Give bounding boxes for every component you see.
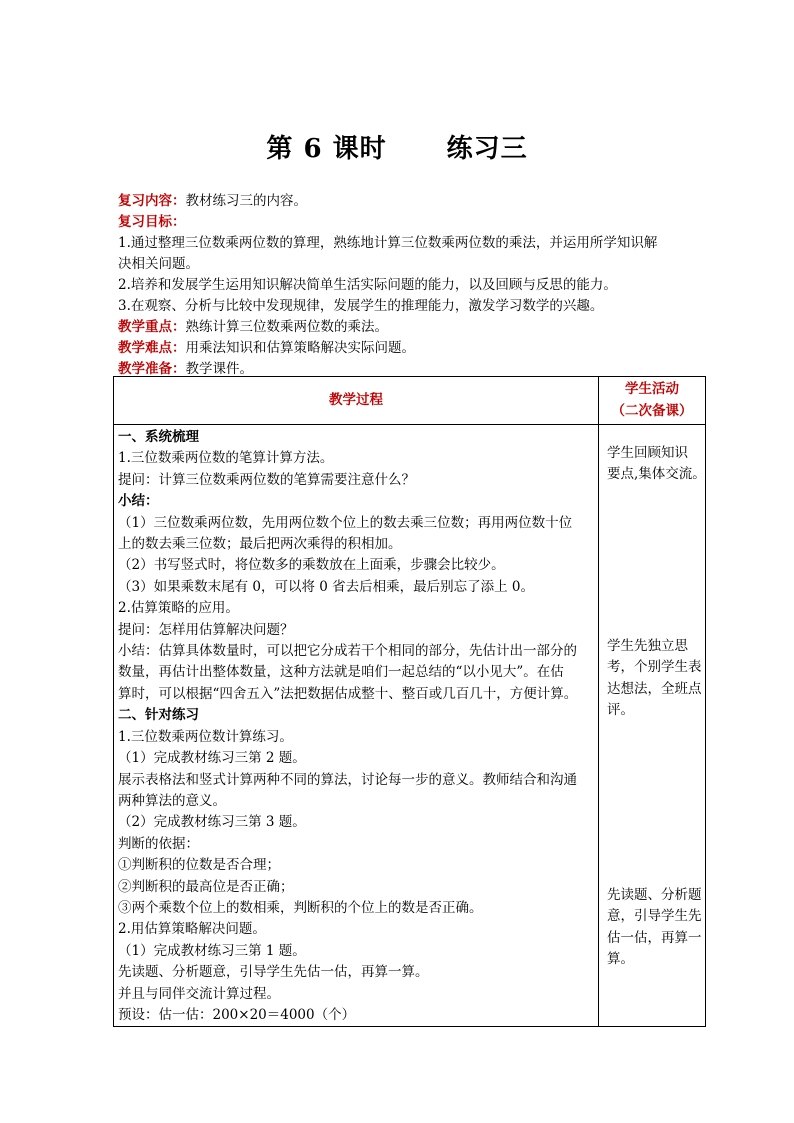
process-line: ③两个乘数个位上的数相乘，判断积的个位上的数是否正确。: [118, 899, 483, 916]
info-text: 2.培养和发展学生运用知识解决简单生活实际问题的能力，以及回顾与反思的能力。: [118, 277, 617, 293]
info-text: 决相关问题。: [118, 256, 199, 272]
info-text: 用乘法知识和估算策略解决实际问题。: [185, 340, 415, 356]
teaching-table: [113, 376, 706, 1027]
activity-header-line-2: （二次备课）: [611, 402, 693, 419]
info-text: 教学课件。: [185, 361, 253, 377]
info-line: [118, 191, 718, 212]
info-line: [118, 338, 718, 359]
process-line: 上的数去乘三位数；最后把两次乘得的积相加。: [118, 536, 402, 553]
process-line: 小结：: [118, 493, 159, 510]
info-text: 熟练计算三位数乘两位数的乘法。: [185, 319, 388, 335]
process-line: （2）书写竖式时，将位数多的乘数放在上面乘，步骤会比较少。: [118, 557, 505, 574]
process-line: 并且与同伴交流计算过程。: [118, 985, 280, 1002]
process-cell: [114, 425, 599, 1027]
process-line: 算时，可以根据“四舍五入”法把数据估成整十、整百或几百几十，方便计算。: [118, 685, 578, 702]
process-line: ②判断积的最高位是否正确；: [118, 878, 294, 895]
activity-block-1: [607, 443, 707, 486]
activity-line: 评。: [607, 702, 634, 719]
info-label: 复习内容：: [118, 193, 186, 209]
activity-line: 要点,集体交流。: [607, 466, 706, 483]
process-line: （1）三位数乘两位数，先用两位数个位上的数去乘三位数；再用两位数十位: [118, 514, 573, 531]
process-line: 一、系统梳理: [118, 429, 199, 445]
process-line: （1）完成教材练习三第 2 题。: [118, 750, 306, 767]
info-line: [118, 296, 718, 317]
activity-line: 学生回顾知识: [607, 445, 688, 461]
activity-line: 意，引导学生先: [607, 908, 702, 925]
activity-header: [599, 377, 706, 425]
process-line: 提问：计算三位数乘两位数的笔算需要注意什么？: [118, 471, 415, 488]
page-title: [0, 128, 794, 165]
info-text: 3.在观察、分析与比较中发现规律，发展学生的推理能力，激发学习数学的兴趣。: [118, 298, 604, 314]
process-line: 先读题、分析题意，引导学生先估一估，再算一算。: [118, 964, 429, 981]
info-line: [118, 254, 718, 275]
process-line: 提问：怎样用估算解决问题？: [118, 621, 294, 638]
activity-line: 算。: [607, 951, 634, 968]
info-line: [118, 317, 718, 338]
info-label: 教学难点：: [118, 340, 186, 356]
process-line: 预设：估一估：200×20＝4000（个）: [118, 1006, 356, 1023]
activity-block-3: [607, 885, 707, 971]
info-label: 复习目标：: [118, 214, 186, 230]
process-line: （2）完成教材练习三第 3 题。: [118, 814, 306, 831]
activity-line: 先读题、分析题: [607, 887, 702, 903]
activity-line: 估一估，再算一: [607, 929, 702, 946]
activity-line: 考，个别学生表: [607, 659, 702, 676]
activity-cell: [599, 425, 706, 1027]
process-line: 二、针对练习: [118, 707, 199, 724]
process-line: 1.三位数乘两位数计算练习。: [118, 728, 293, 745]
info-line: [118, 233, 718, 254]
info-label: 教学重点：: [118, 319, 186, 335]
process-line: 展示表格法和竖式计算两种不同的算法，讨论每一步的意义。教师结合和沟通: [118, 771, 577, 788]
activity-line: 达想法，全班点: [607, 680, 702, 697]
info-line: [118, 275, 718, 296]
process-line: 2.估算策略的应用。: [118, 600, 239, 617]
lesson-info: [118, 191, 718, 380]
process-line: （3）如果乘数末尾有 0，可以将 0 省去后相乘，最后别忘了添上 0。: [118, 578, 535, 595]
process-line: ①判断积的位数是否合理；: [118, 857, 280, 874]
process-line: 数量，再估计出整体数量，这种方法就是咱们一起总结的“以小见大”。在估: [118, 664, 564, 681]
info-text: 1.通过整理三位数乘两位数的算理，熟练地计算三位数乘两位数的乘法，并运用所学知识解: [118, 235, 658, 251]
process-line: 判断的依据：: [118, 835, 199, 852]
lesson-name: 练习三: [446, 134, 528, 164]
activity-block-2: [607, 636, 707, 722]
process-line: （1）完成教材练习三第 1 题。: [118, 942, 306, 959]
process-header: 教学过程: [114, 377, 599, 425]
activity-header-line-1: 学生活动: [625, 381, 679, 398]
info-label: 教学准备：: [118, 361, 186, 377]
lesson-number: 第 6 课时: [266, 134, 387, 164]
info-line: [118, 212, 718, 233]
process-line: 两种算法的意义。: [118, 792, 226, 809]
activity-line: 学生先独立思: [607, 638, 688, 654]
info-text: 教材练习三的内容。: [185, 193, 307, 209]
process-line: 2.用估算策略解决问题。: [118, 921, 266, 938]
process-line: 小结：估算具体数量时，可以把它分成若干个相同的部分，先估计出一部分的: [118, 643, 577, 660]
process-line: 1.三位数乘两位数的笔算计算方法。: [118, 450, 334, 467]
